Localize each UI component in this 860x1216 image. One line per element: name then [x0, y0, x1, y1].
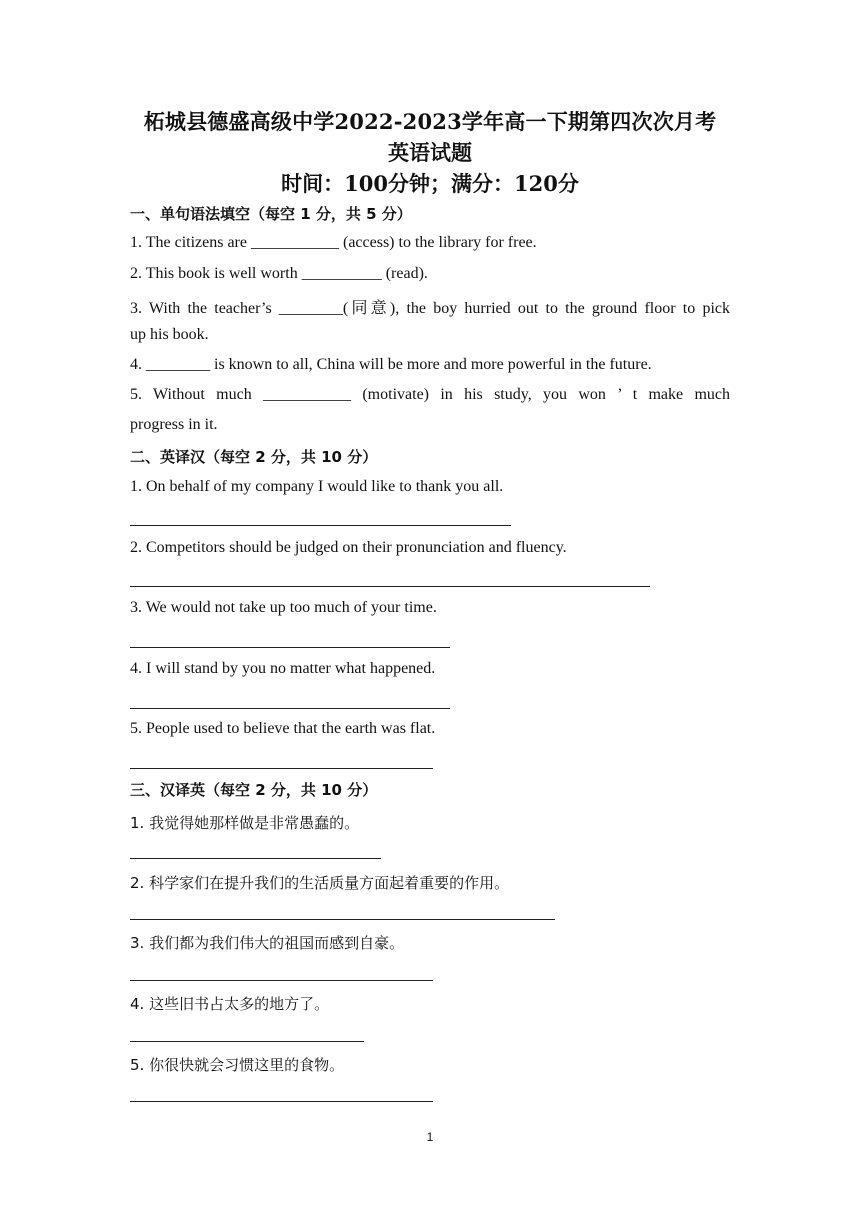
- page-number: 1: [426, 1130, 434, 1144]
- s2-answer-line-1[interactable]: [130, 525, 511, 526]
- s2-question-3: 3. We would not take up too much of your time.: [130, 599, 437, 616]
- s3-answer-line-5[interactable]: [130, 1101, 433, 1102]
- s2-question-1: 1. On behalf of my company I would like to thank you all.: [130, 478, 504, 495]
- s3-answer-line-2[interactable]: [130, 919, 555, 920]
- s3-question-1: 1. 我觉得她那样做是非常愚蠢的。: [130, 814, 360, 832]
- s1-question-5: 5. Without much ___________ (motivate) in his study, you won ’ t make much: [130, 386, 730, 403]
- s2-answer-line-4[interactable]: [130, 708, 450, 709]
- s3-answer-line-4[interactable]: [130, 1041, 364, 1042]
- section-3-heading: 三、汉译英（每空 2 分，共 10 分）: [130, 781, 378, 799]
- s1-question-4: 4. ________ is known to all, China will be more and more powerful in the future.: [130, 356, 652, 373]
- s2-question-5: 5. People used to believe that the earth was flat.: [130, 720, 436, 737]
- s1-question-1: 1. The citizens are ___________ (access) to the library for free.: [130, 234, 537, 251]
- s1-question-3: 3. With the teacher’s ________(同意), the boy hurried out to the ground floor to pick: [130, 300, 730, 317]
- s2-question-4: 4. I will stand by you no matter what happened.: [130, 660, 436, 677]
- s2-answer-line-5[interactable]: [130, 768, 433, 769]
- exam-time-score: 时间：100分钟；满分：120分: [281, 171, 579, 196]
- s3-answer-line-3[interactable]: [130, 980, 433, 981]
- s1-question-2: 2. This book is well worth __________ (read).: [130, 265, 428, 282]
- s1-question-5-cont: progress in it.: [130, 416, 218, 433]
- s3-question-5: 5. 你很快就会习惯这里的食物。: [130, 1056, 345, 1074]
- s3-question-2: 2. 科学家们在提升我们的生活质量方面起着重要的作用。: [130, 874, 510, 892]
- exam-subject: 英语试题: [388, 140, 472, 165]
- s1-question-3-cont: up his book.: [130, 326, 209, 343]
- section-1-heading: 一、单句语法填空（每空 1 分，共 5 分）: [130, 205, 412, 223]
- s2-answer-line-3[interactable]: [130, 647, 450, 648]
- s3-answer-line-1[interactable]: [130, 858, 381, 859]
- s3-question-4: 4. 这些旧书占太多的地方了。: [130, 995, 330, 1013]
- exam-title: 柘城县德盛高级中学2022-2023学年高一下期第四次次月考: [143, 109, 717, 134]
- s2-question-2: 2. Competitors should be judged on their pronunciation and fluency.: [130, 539, 567, 556]
- s3-question-3: 3. 我们都为我们伟大的祖国而感到自豪。: [130, 934, 405, 952]
- s2-answer-line-2[interactable]: [130, 586, 650, 587]
- section-2-heading: 二、英译汉（每空 2 分，共 10 分）: [130, 448, 378, 466]
